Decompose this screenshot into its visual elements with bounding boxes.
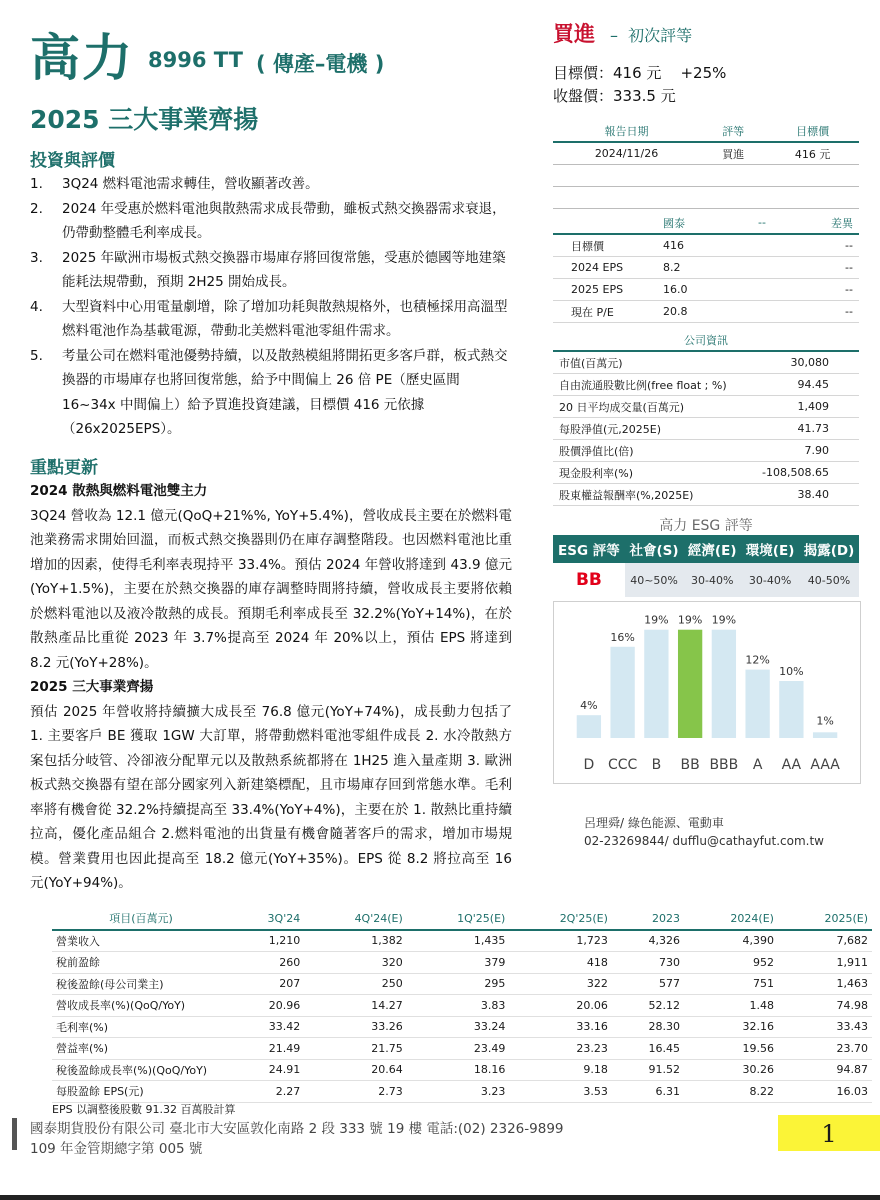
fin-cell: 33.24 — [407, 1016, 510, 1038]
esg-bar-label: 4% — [580, 699, 598, 713]
company-info-row: 20 日平均成交量(百萬元) 1,409 — [553, 396, 859, 418]
fin-cell: 94.87 — [778, 1059, 872, 1081]
fin-cell: 4,390 — [684, 930, 778, 952]
esg-category-label: BB — [680, 757, 700, 773]
esg-bar-label: 12% — [745, 653, 770, 667]
fin-cell: 33.43 — [778, 1016, 872, 1038]
report-table-row: 2024/11/26 買進 416 元 — [553, 142, 859, 165]
update-body — [30, 479, 512, 896]
fin-cell: 16.45 — [612, 1038, 684, 1060]
esg-grade: BB — [553, 563, 625, 597]
point-text: 考量公司在燃料電池優勢持續，以及散熱模組將開拓更多客戶群，板式熱交換器的市場庫存也將回復常態，給予中間偏上 26 倍 PE（歷史區間 16~34x 中間偏上）給予買進投資建議，目標價 416 元依據（26x2025EPS）。 — [62, 347, 508, 437]
point-text: 3Q24 燃料電池需求轉佳，營收顯著改善。 — [62, 176, 319, 192]
consensus-header: 國泰 -- 差異 — [553, 212, 859, 234]
fin-cell: 4,326 — [612, 930, 684, 952]
company-info-row: 現金股利率(%) -108,508.65 — [553, 462, 859, 484]
fin-cell: 21.75 — [304, 1038, 407, 1060]
fin-cell: 20.96 — [230, 995, 304, 1017]
esg-bar-BB — [678, 630, 702, 738]
fin-cell: 1.48 — [684, 995, 778, 1017]
esg-chart-svg — [554, 602, 860, 783]
esg-category-label: BBB — [709, 757, 739, 773]
fin-cell: 3.23 — [407, 1081, 510, 1103]
fin-cell: 1,911 — [778, 952, 872, 974]
company-info-table — [553, 350, 859, 506]
point-text: 2024 年受惠於燃料電池與散熱需求成長帶動，雖板式熱交換器需求衰退，仍帶動整體毛利率成長。 — [62, 200, 506, 241]
fin-cell: 1,463 — [778, 973, 872, 995]
point-number: 2. — [30, 200, 43, 217]
upside: +25% — [680, 64, 727, 82]
fin-cell: 33.26 — [304, 1016, 407, 1038]
sector: ( 傳產–電機 ) — [256, 52, 385, 76]
analyst-name: 呂理舜/ 綠色能源、電動車 — [584, 816, 724, 830]
fin-header-cell: 3Q'24 — [230, 908, 304, 930]
fin-cell: 20.64 — [304, 1059, 407, 1081]
fin-row — [52, 952, 872, 974]
fin-cell: 320 — [304, 952, 407, 974]
esg-header-cell: 社會(S) — [625, 535, 683, 563]
fin-cell: 952 — [684, 952, 778, 974]
footer-bar — [12, 1118, 17, 1150]
report-headline: 2025 三大事業齊揚 — [30, 105, 259, 134]
esg-header-cell: ESG 評等 — [553, 535, 625, 563]
esg-value-cell: 40-50% — [807, 573, 851, 587]
esg-bar-BBB — [712, 630, 736, 738]
fin-header-cell: 1Q'25(E) — [407, 908, 510, 930]
fin-cell: 322 — [509, 973, 612, 995]
fin-cell: 207 — [230, 973, 304, 995]
esg-header-cell: 環境(E) — [741, 535, 799, 563]
fin-cell: 28.30 — [612, 1016, 684, 1038]
fin-row — [52, 930, 872, 952]
fin-cell: 8.22 — [684, 1081, 778, 1103]
esg-distribution-chart — [553, 601, 861, 784]
esg-bar-A — [745, 670, 769, 738]
report-table — [553, 120, 859, 209]
fin-cell: 33.42 — [230, 1016, 304, 1038]
fin-cell: 7,682 — [778, 930, 872, 952]
fin-cell: 2.73 — [304, 1081, 407, 1103]
esg-value-cell: 30-40% — [690, 573, 734, 587]
invest-point — [30, 197, 516, 246]
consensus-row: 現在 P/E 20.8 -- — [553, 301, 859, 323]
invest-title: 投資與評價 — [30, 151, 115, 171]
point-number: 4. — [30, 298, 43, 315]
fin-row-label: 稅前盈餘 — [52, 952, 230, 974]
fin-row — [52, 995, 872, 1017]
fin-cell: 1,723 — [509, 930, 612, 952]
esg-bar-label: 1% — [816, 714, 834, 728]
fin-row-label: 每股盈餘 EPS(元) — [52, 1081, 230, 1103]
rating-type: 初次評等 — [628, 26, 693, 45]
esg-header-cell: 經濟(E) — [683, 535, 741, 563]
financial-table — [52, 908, 872, 1103]
company-name: 高力 — [30, 29, 134, 87]
fin-header-cell: 2Q'25(E) — [509, 908, 612, 930]
fin-cell: 24.91 — [230, 1059, 304, 1081]
financial-table-header — [52, 908, 872, 930]
target-price: 目標價：416 元 +25% — [553, 64, 727, 82]
page-number: 1 — [778, 1115, 880, 1151]
eps-note: EPS 以調整後股數 91.32 百萬股計算 — [52, 1103, 236, 1116]
fin-cell: 23.70 — [778, 1038, 872, 1060]
esg-bar-CCC — [610, 647, 634, 738]
esg-category-label: A — [752, 757, 763, 773]
rating-label: 買進 — [553, 22, 595, 46]
invest-point — [30, 246, 516, 295]
update-title: 重點更新 — [30, 458, 98, 478]
company-info-row: 自由流通股數比例(free float ; %) 94.45 — [553, 374, 859, 396]
bottom-rule — [0, 1195, 880, 1200]
fin-cell: 577 — [612, 973, 684, 995]
fin-row-label: 營益率(%) — [52, 1038, 230, 1060]
esg-value-cell: 30-40% — [748, 573, 792, 587]
update-para1: 3Q24 營收為 12.1 億元(QoQ+21%%, YoY+5.4%)，營收成長主要在於燃料電池業務需求開始回溫，而板式熱交換器則仍在庫存調整階段。也因燃料電池比重增加的因素，使得毛利率表現持平 33.4%。預估 2024 年營收將達到 43.9 億元(YoY+1.5%)，主要在於熱交換器的庫存調整時間將持續，營收成長主要將依賴於燃料電池以及液冷散熱的成長。預期毛利率成長至 32.2%(YoY+14%)，在於散熱產品比重從 2023 年 3.7%提高至 2024 年 20%以上，預估 EPS 將達到 8.2 元(YoY+28%)。 — [30, 507, 512, 671]
point-text: 2025 年歐洲市場板式熱交換器市場庫存將回復常態，受惠於德國等地建築能耗法規帶動，預期 2H25 開始成長。 — [62, 249, 506, 290]
esg-category-label: D — [583, 757, 595, 773]
fin-row — [52, 1038, 872, 1060]
fin-header-cell: 2023 — [612, 908, 684, 930]
esg-values-row — [553, 563, 859, 597]
fin-cell: 14.27 — [304, 995, 407, 1017]
esg-category-label: B — [651, 757, 662, 773]
esg-bar-AA — [779, 681, 803, 738]
fin-cell: 30.26 — [684, 1059, 778, 1081]
consensus-row: 2024 EPS 8.2 -- — [553, 257, 859, 279]
ticker: 8996 TT — [148, 48, 243, 72]
fin-header-cell: 4Q'24(E) — [304, 908, 407, 930]
consensus-row: 目標價 416 -- — [553, 234, 859, 257]
invest-points — [30, 172, 516, 442]
fin-cell: 18.16 — [407, 1059, 510, 1081]
fin-row — [52, 1081, 872, 1103]
fin-cell: 9.18 — [509, 1059, 612, 1081]
esg-category-label: AA — [781, 757, 802, 773]
invest-point — [30, 172, 516, 197]
esg-bar-AAA — [813, 732, 837, 738]
fin-row-label: 營業收入 — [52, 930, 230, 952]
company-info-row: 市值(百萬元) 30,080 — [553, 351, 859, 374]
close-price: 收盤價：333.5 元 — [553, 87, 676, 105]
fin-header-cell: 項目(百萬元) — [52, 908, 230, 930]
esg-category-label: AAA — [810, 757, 840, 773]
esg-bar-label: 19% — [711, 613, 737, 627]
fin-header-cell: 2024(E) — [684, 908, 778, 930]
fin-cell: 379 — [407, 952, 510, 974]
esg-bar-label: 19% — [677, 613, 703, 627]
point-number: 1. — [30, 176, 43, 192]
esg-bar-label: 16% — [610, 630, 635, 644]
fin-cell: 751 — [684, 973, 778, 995]
fin-cell: 91.52 — [612, 1059, 684, 1081]
report-table-header: 報告日期 評等 目標價 — [553, 120, 859, 142]
fin-cell: 2.27 — [230, 1081, 304, 1103]
consensus-row: 2025 EPS 16.0 -- — [553, 279, 859, 301]
fin-cell: 295 — [407, 973, 510, 995]
point-number: 5. — [30, 347, 43, 364]
esg-bar-label: 19% — [644, 613, 669, 627]
fin-cell: 52.12 — [612, 995, 684, 1017]
fin-row-label: 稅後盈餘(母公司業主) — [52, 973, 230, 995]
consensus-table — [553, 212, 859, 323]
esg-bar-B — [644, 630, 668, 738]
footer-address: 國泰期貨股份有限公司 臺北市大安區敦化南路 2 段 333 號 19 樓 電話:(02) 2326-9899 — [30, 1121, 564, 1137]
company-info-row: 股東權益報酬率(%,2025E) 38.40 — [553, 484, 859, 506]
company-info-title: 公司資訊 — [684, 334, 728, 347]
fin-row — [52, 1016, 872, 1038]
fin-cell: 250 — [304, 973, 407, 995]
fin-cell: 1,435 — [407, 930, 510, 952]
fin-cell: 33.16 — [509, 1016, 612, 1038]
fin-row-label: 毛利率(%) — [52, 1016, 230, 1038]
fin-cell: 3.53 — [509, 1081, 612, 1103]
invest-point — [30, 344, 516, 442]
company-info-row: 股價淨值比(倍) 7.90 — [553, 440, 859, 462]
fin-cell: 74.98 — [778, 995, 872, 1017]
esg-value-cell: 40~50% — [630, 573, 678, 587]
fin-cell: 1,210 — [230, 930, 304, 952]
fin-cell: 16.03 — [778, 1081, 872, 1103]
rating-dash: – — [610, 26, 618, 45]
fin-header-cell: 2025(E) — [778, 908, 872, 930]
fin-cell: 32.16 — [684, 1016, 778, 1038]
fin-row — [52, 1059, 872, 1081]
esg-bar-D — [577, 715, 601, 738]
fin-cell: 20.06 — [509, 995, 612, 1017]
fin-cell: 21.49 — [230, 1038, 304, 1060]
fin-cell: 418 — [509, 952, 612, 974]
footer-license: 109 年金管期總字第 005 號 — [30, 1141, 203, 1157]
analyst-contact: 02-23269844/ dufflu@cathayfut.com.tw — [584, 834, 824, 848]
fin-row-label: 稅後盈餘成長率(%)(QoQ/YoY) — [52, 1059, 230, 1081]
update-sub2: 2025 三大事業齊揚 — [30, 679, 154, 695]
point-number: 3. — [30, 249, 43, 266]
esg-bar-label: 10% — [779, 665, 804, 678]
fin-cell: 1,382 — [304, 930, 407, 952]
fin-cell: 23.23 — [509, 1038, 612, 1060]
fin-row-label: 營收成長率(%)(QoQ/YoY) — [52, 995, 230, 1017]
company-info-row: 每股淨值(元,2025E) 41.73 — [553, 418, 859, 440]
fin-cell: 19.56 — [684, 1038, 778, 1060]
invest-point — [30, 295, 516, 344]
fin-cell: 23.49 — [407, 1038, 510, 1060]
update-sub1: 2024 散熱與燃料電池雙主力 — [30, 483, 208, 499]
esg-category-label: CCC — [607, 757, 638, 773]
esg-header-row — [553, 535, 859, 563]
fin-cell: 6.31 — [612, 1081, 684, 1103]
fin-cell: 730 — [612, 952, 684, 974]
fin-row — [52, 973, 872, 995]
fin-cell: 260 — [230, 952, 304, 974]
point-text: 大型資料中心用電量劇增，除了增加功耗與散熱規格外，也積極採用高溫型燃料電池作為基載電源，帶動北美燃料電池零組件需求。 — [62, 298, 508, 339]
fin-cell: 3.83 — [407, 995, 510, 1017]
esg-table — [553, 535, 859, 597]
update-para2: 預估 2025 年營收將持續擴大成長至 76.8 億元(YoY+74%)，成長動力包括了 1. 主要客戶 BE 獲取 1GW 大訂單，將帶動燃料電池零組件成長 2. 水冷散熱方案包括分岐管、冷卻液分配單元以及散熱系統都將在 1H25 進入量產期 3. 歐洲板式熱交換器有望在部分國家列入新建築標配，且市場庫存回到常態水準。毛利率將有機會從 32.2%持續提高至 33.4%(YoY+4%)，主要在於 1. 散熱比重持續拉高，優化產品組合 2.燃料電池的出貨量有機會隨著客戶的需求，增加市場規模。營業費用也因此提高至 18.2 億元(YoY+35%)。EPS 從 8.2 將拉高至 16 元(YoY+94%)。 — [30, 703, 512, 891]
rating-sub — [610, 23, 692, 46]
esg-header-cell: 揭露(D) — [799, 535, 859, 563]
esg-title: 高力 ESG 評等 — [659, 518, 753, 534]
